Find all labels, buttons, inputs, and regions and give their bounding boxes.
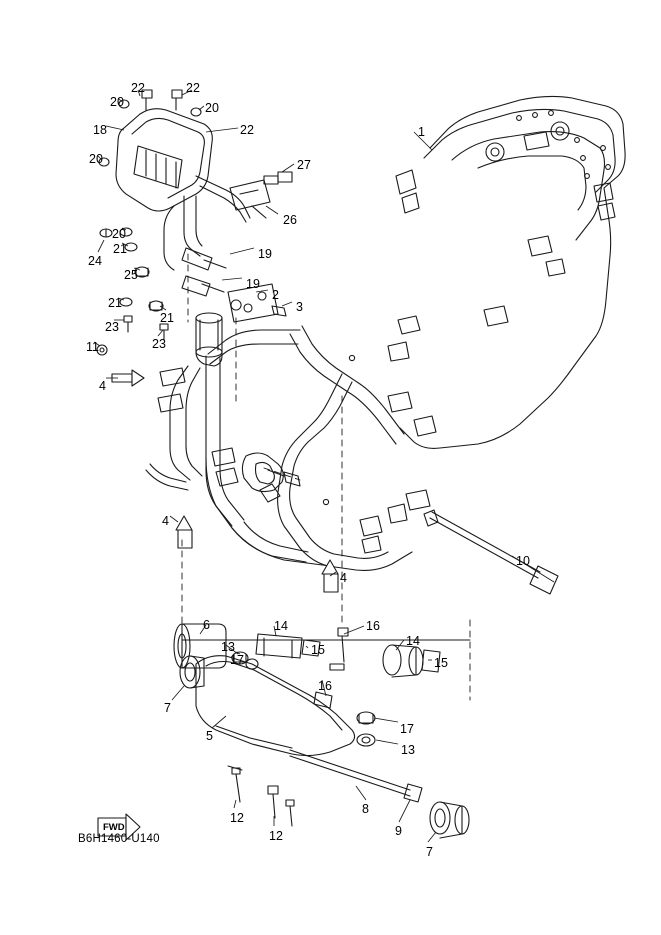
callout-15-b: 15 xyxy=(434,656,448,670)
callout-14-b: 14 xyxy=(406,634,420,648)
callout-23-a: 23 xyxy=(105,320,119,334)
callout-24: 24 xyxy=(88,254,102,268)
callout-13-a: 13 xyxy=(221,640,235,654)
callout-20-a: 20 xyxy=(110,95,124,109)
callout-23-b: 23 xyxy=(152,337,166,351)
callout-10: 10 xyxy=(516,554,530,568)
callout-20-d: 20 xyxy=(112,227,126,241)
callout-19-b: 19 xyxy=(246,277,260,291)
forward-direction-label: FWD xyxy=(103,822,125,833)
callout-20-c: 20 xyxy=(89,152,103,166)
callout-8: 8 xyxy=(362,802,369,816)
callout-11: 11 xyxy=(86,340,99,354)
callout-19-a: 19 xyxy=(258,247,272,261)
callout-20-b: 20 xyxy=(205,101,219,115)
callout-15-a: 15 xyxy=(311,643,325,657)
callout-14-a: 14 xyxy=(274,619,288,633)
callout-16-b: 16 xyxy=(318,679,332,693)
callout-4-b: 4 xyxy=(162,514,169,528)
callout-17-b: 17 xyxy=(400,722,414,736)
callout-22-a: 22 xyxy=(131,81,145,95)
callout-1: 1 xyxy=(418,125,425,139)
callout-25: 25 xyxy=(124,268,138,282)
callout-7-b: 7 xyxy=(426,845,433,859)
callout-21-b: 21 xyxy=(108,296,122,310)
callout-6: 6 xyxy=(203,618,210,632)
callout-21-c: 21 xyxy=(160,311,174,325)
callout-5: 5 xyxy=(206,729,213,743)
callout-26: 26 xyxy=(283,213,297,227)
callout-7-a: 7 xyxy=(164,701,171,715)
callout-17-a: 17 xyxy=(230,653,244,667)
callout-4-a: 4 xyxy=(99,379,106,393)
callout-18: 18 xyxy=(93,123,107,137)
callout-27: 27 xyxy=(297,158,311,172)
callout-16-a: 16 xyxy=(366,619,380,633)
callout-13-b: 13 xyxy=(401,743,415,757)
callout-12-a: 12 xyxy=(230,811,244,825)
callout-21-a: 21 xyxy=(113,242,127,256)
callout-12-b: 12 xyxy=(269,829,283,843)
callout-9: 9 xyxy=(395,824,402,838)
callout-22-b: 22 xyxy=(186,81,200,95)
callout-22-c: 22 xyxy=(240,123,254,137)
callout-3: 3 xyxy=(296,300,303,314)
callout-2: 2 xyxy=(272,288,279,302)
diagram-part-code: B6H1460-U140 xyxy=(78,833,160,845)
callout-4-c: 4 xyxy=(340,571,347,585)
